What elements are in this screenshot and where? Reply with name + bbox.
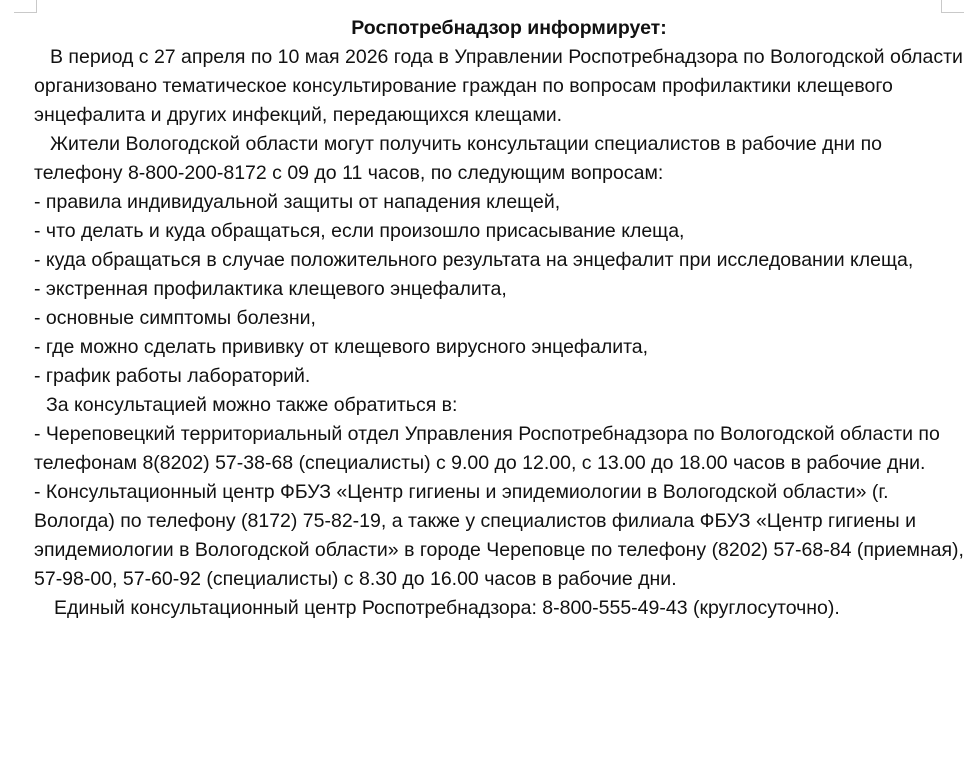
list-item: - основные симптомы болезни,	[34, 307, 316, 329]
list-item: - где можно сделать прививку от клещевого вирусного энцефалита,	[34, 336, 649, 358]
list-item: - график работы лабораторий.	[34, 365, 311, 387]
page-corner-mark-left	[14, 0, 37, 13]
document-title: Роспотребнадзор информирует:	[351, 17, 667, 39]
list-item: - правила индивидуальной защиты от нападения клещей,	[34, 191, 561, 213]
list-item: - что делать и куда обращаться, если произошло присасывание клеща,	[34, 220, 685, 242]
list-item: - Консультационный центр ФБУЗ «Центр гигиены и эпидемиологии в Вологодской области» (г. Вологда) по телефону (8172) 75-82-19, а также у специалистов филиала ФБУЗ «Центр гигиены и эпидемиологии в Вологодской области» в городе Череповце по телефону (8202) 57-68-84 (приемная), 57-98-00, 57-60-92 (специалисты) с 8.30 до 16.00 часов в рабочие дни.	[34, 481, 964, 590]
list-item: - Череповецкий территориальный отдел Управления Роспотребнадзора по Вологодской области по телефонам 8(8202) 57-38-68 (специалисты) с 9.00 до 12.00, с 13.00 до 18.00 часов в рабочие дни.	[34, 423, 940, 474]
hotline-paragraph: Жители Вологодской области могут получить консультации специалистов в рабочие дни по телефону 8-800-200-8172 с 09 до 11 часов, по следующим вопросам:	[34, 133, 882, 184]
document-body	[34, 14, 964, 623]
footer-paragraph: Единый консультационный центр Роспотребнадзора: 8-800-555-49-43 (круглосуточно).	[54, 597, 840, 619]
contacts-intro: За консультацией можно также обратиться в:	[46, 394, 458, 416]
list-item: - куда обращаться в случае положительного результата на энцефалит при исследовании клеща,	[34, 249, 914, 271]
topics-list	[34, 188, 964, 391]
intro-paragraph: В период с 27 апреля по 10 мая 2026 года в Управлении Роспотребнадзора по Вологодской области организовано тематическое консультирование граждан по вопросам профилактики клещевого энцефалита и других инфекций, передающихся клещами.	[34, 46, 963, 126]
page-corner-mark-right	[941, 0, 964, 13]
list-item: - экстренная профилактика клещевого энцефалита,	[34, 278, 507, 300]
contacts-list	[34, 420, 964, 594]
